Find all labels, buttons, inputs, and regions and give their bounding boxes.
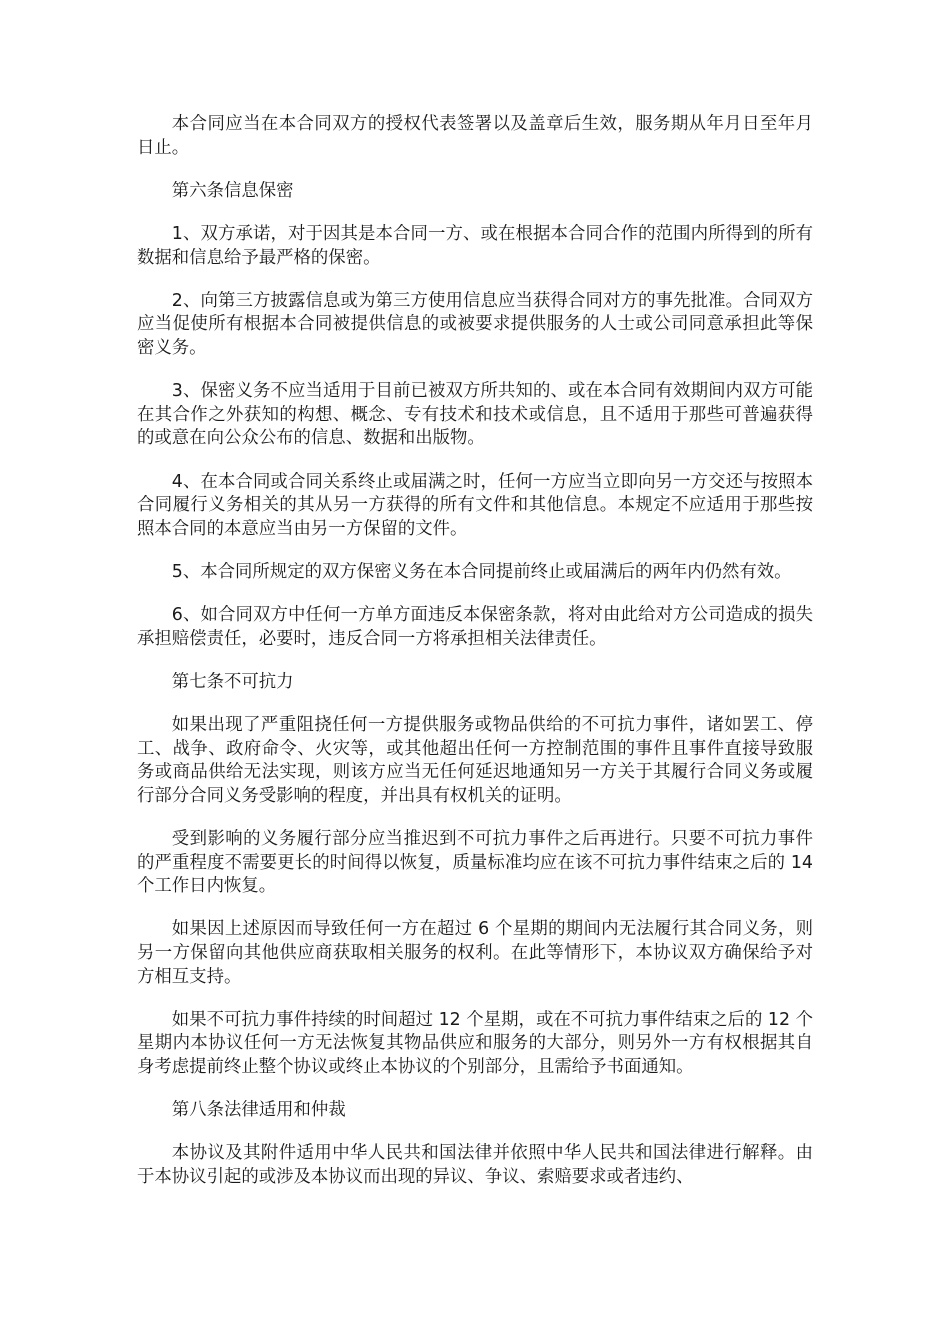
paragraph-confidentiality-6: 6、如合同双方中任何一方单方面违反本保密条款，将对由此给对方公司造成的损失承担赔偿责任，必要时，违反合同一方将承担相关法律责任。 bbox=[137, 605, 813, 649]
paragraph-force-majeure-4: 如果不可抗力事件持续的时间超过 12 个星期，或在不可抗力事件结束之后的 12 个星期内本协议任何一方无法恢复其物品供应和服务的大部分，则另外一方有权根据其自身考虑提前终止整个协议或终止本协议的个别部分，且需给予书面通知。 bbox=[137, 1009, 813, 1077]
document-page bbox=[137, 113, 813, 1209]
paragraph-confidentiality-1: 1、双方承诺，对于因其是本合同一方、或在根据本合同合作的范围内所得到的所有数据和信息给予最严格的保密。 bbox=[137, 223, 813, 268]
paragraph-force-majeure-3: 如果因上述原因而导致任何一方在超过 6 个星期的期间内无法履行其合同义务，则另一方保留向其他供应商获取相关服务的权利。在此等情形下，本协议双方确保给予对方相互支持。 bbox=[137, 919, 813, 987]
paragraph-confidentiality-4: 4、在本合同或合同关系终止或届满之时，任何一方应当立即向另一方交还与按照本合同履行义务相关的其从另一方获得的所有文件和其他信息。本规定不应适用于那些按照本合同的本意应当由另一方保留的文件。 bbox=[137, 471, 813, 539]
paragraph-governing-law: 本协议及其附件适用中华人民共和国法律并依照中华人民共和国法律进行解释。由于本协议引起的或涉及本协议而出现的异议、争议、索赔要求或者违约、 bbox=[137, 1143, 813, 1187]
paragraph-confidentiality-3: 3、保密义务不应当适用于目前已被双方所共知的、或在本合同有效期间内双方可能在其合作之外获知的构想、概念、专有技术和技术或信息，且不适用于那些可普遍获得的或意在向公众公布的信息、数据和出版物。 bbox=[137, 381, 813, 449]
paragraph-force-majeure-1: 如果出现了严重阻挠任何一方提供服务或物品供给的不可抗力事件，诸如罢工、停工、战争、政府命令、火灾等，或其他超出任何一方控制范围的事件且事件直接导致服务或商品供给无法实现，则该方应当无任何延迟地通知另一方关于其履行合同义务或履行部分合同义务受影响的程度，并出具有权机关的证明。 bbox=[137, 715, 813, 806]
heading-article-6-confidentiality: 第六条信息保密 bbox=[171, 180, 294, 201]
heading-article-7-force-majeure: 第七条不可抗力 bbox=[171, 671, 294, 692]
paragraph-confidentiality-2: 2、向第三方披露信息或为第三方使用信息应当获得合同对方的事先批准。合同双方应当促使所有根据本合同被提供信息的或被要求提供服务的人士或公司同意承担此等保密义务。 bbox=[137, 290, 813, 358]
paragraph-effective-date: 本合同应当在本合同双方的授权代表签署以及盖章后生效，服务期从年月日至年月日止。 bbox=[137, 114, 813, 158]
heading-article-8-law-arbitration: 第八条法律适用和仲裁 bbox=[171, 1100, 346, 1121]
paragraph-force-majeure-2: 受到影响的义务履行部分应当推迟到不可抗力事件之后再进行。只要不可抗力事件的严重程度不需要更长的时间得以恢复，质量标准均应在该不可抗力事件结束之后的 14 个工作日内恢复。 bbox=[137, 829, 813, 897]
paragraph-confidentiality-5: 5、本合同所规定的双方保密义务在本合同提前终止或届满后的两年内仍然有效。 bbox=[171, 561, 792, 582]
